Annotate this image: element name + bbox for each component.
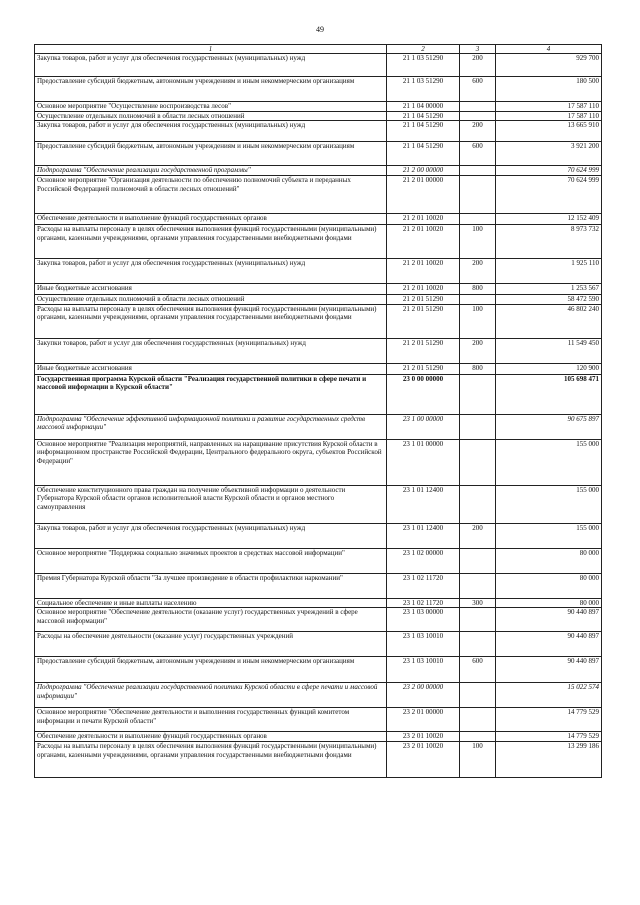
row-name-cell: Основное мероприятие "Реализация мероприятий, направленных на наращивание присутствия Курской области в информационном пространстве Российской Федерации, Центрального федерального округа, субъектов Российской Федерации" — [35, 439, 387, 485]
row-sum-cell: 80 000 — [496, 548, 602, 573]
row-code-cell: 21 2 01 51290 — [387, 304, 460, 338]
row-sum-cell: 14 779 529 — [496, 732, 602, 742]
row-code-cell: 21 1 04 51290 — [387, 111, 460, 121]
row-name-cell: Предоставление субсидий бюджетным, автономным учреждениям и иным некоммерческим организациям — [35, 657, 387, 683]
row-name-cell: Расходы на выплаты персоналу в целях обеспечения выполнения функций государственными (муниципальными) органами, казенными учреждениями, органами управления государственными внебюджетными фондами — [35, 742, 387, 778]
table-row — [35, 304, 602, 338]
table-row — [35, 214, 602, 225]
table-row — [35, 374, 602, 414]
row-sum-cell: 90 440 897 — [496, 632, 602, 657]
row-code-cell: 21 2 00 00000 — [387, 166, 460, 176]
row-group-cell — [460, 176, 496, 214]
table-row — [35, 259, 602, 284]
row-code-cell: 23 2 01 00000 — [387, 708, 460, 732]
row-name-cell: Обеспечение деятельности и выполнение функций государственных органов — [35, 214, 387, 225]
row-name-cell: Подпрограмма "Обеспечение реализации государственной программы" — [35, 166, 387, 176]
table-row — [35, 632, 602, 657]
row-code-cell: 23 1 02 00000 — [387, 548, 460, 573]
row-code-cell: 23 1 02 11720 — [387, 598, 460, 608]
table-row — [35, 439, 602, 485]
header-col-sum: 4 — [496, 45, 602, 54]
row-group-cell — [460, 573, 496, 598]
row-name-cell: Обеспечение конституционного права граждан на получение объективной информации о деятельности Губернатора Курской области органов исполнительной власти Курской области и органов местного самоуправления — [35, 485, 387, 523]
page-number: 49 — [316, 25, 324, 34]
row-name-cell: Основное мероприятие "Поддержка социально значимых проектов в средствах массовой информации" — [35, 548, 387, 573]
row-sum-cell: 70 624 999 — [496, 166, 602, 176]
row-group-cell: 600 — [460, 657, 496, 683]
row-name-cell: Предоставление субсидий бюджетным, автономным учреждениям и иным некоммерческим организациям — [35, 77, 387, 102]
row-name-cell: Основное мероприятие "Обеспечение деятельности и выполнения государственных функций комитетом информации и печати Курской области" — [35, 708, 387, 732]
row-sum-cell: 15 022 574 — [496, 683, 602, 708]
row-group-cell — [460, 485, 496, 523]
row-name-cell: Закупки товаров, работ и услуг для обеспечения государственных (муниципальных) нужд — [35, 338, 387, 363]
row-sum-cell: 105 698 471 — [496, 374, 602, 414]
row-code-cell: 23 1 01 12400 — [387, 523, 460, 548]
table-row — [35, 485, 602, 523]
row-sum-cell: 180 500 — [496, 77, 602, 102]
row-sum-cell: 90 675 897 — [496, 414, 602, 439]
table-row — [35, 573, 602, 598]
row-name-cell: Обеспечение деятельности и выполнение функций государственных органов — [35, 732, 387, 742]
row-name-cell: Осуществление отдельных полномочий в области лесных отношений — [35, 111, 387, 121]
row-group-cell: 800 — [460, 363, 496, 374]
table-row — [35, 121, 602, 142]
row-group-cell: 300 — [460, 598, 496, 608]
row-code-cell: 23 1 03 00000 — [387, 608, 460, 632]
table-row — [35, 338, 602, 363]
table-row — [35, 54, 602, 77]
row-sum-cell: 14 779 529 — [496, 708, 602, 732]
row-code-cell: 23 1 03 10010 — [387, 632, 460, 657]
row-code-cell: 21 1 04 51290 — [387, 142, 460, 166]
row-sum-cell: 120 900 — [496, 363, 602, 374]
row-name-cell: Расходы на выплаты персоналу в целях обеспечения выполнения функций государственными (муниципальными) органами, казенными учреждениями, органами управления государственными внебюджетными фондами — [35, 225, 387, 259]
row-group-cell: 600 — [460, 77, 496, 102]
row-code-cell: 23 1 01 12400 — [387, 485, 460, 523]
row-name-cell: Основное мероприятие "Организация деятельности по обеспечению полномочий субъекта и переданных Российской Федерацией полномочий в области лесных отношений" — [35, 176, 387, 214]
row-code-cell: 21 1 03 51290 — [387, 77, 460, 102]
row-code-cell: 23 0 00 00000 — [387, 374, 460, 414]
row-code-cell: 21 2 01 10020 — [387, 225, 460, 259]
header-col-code: 2 — [387, 45, 460, 54]
row-sum-cell: 3 921 200 — [496, 142, 602, 166]
row-sum-cell: 929 700 — [496, 54, 602, 77]
row-code-cell: 21 2 01 51290 — [387, 338, 460, 363]
row-sum-cell: 12 152 409 — [496, 214, 602, 225]
row-code-cell: 21 2 01 10020 — [387, 284, 460, 295]
row-group-cell — [460, 295, 496, 305]
row-sum-cell: 13 665 910 — [496, 121, 602, 142]
row-name-cell: Закупка товаров, работ и услуг для обеспечения государственных (муниципальных) нужд — [35, 259, 387, 284]
row-sum-cell: 155 000 — [496, 439, 602, 485]
row-name-cell: Премия Губернатора Курской области "За лучшее произведение в области профилактики наркомании" — [35, 573, 387, 598]
row-group-cell: 200 — [460, 338, 496, 363]
row-name-cell: Расходы на обеспечение деятельности (оказание услуг) государственных учреждений — [35, 632, 387, 657]
row-group-cell — [460, 414, 496, 439]
row-code-cell: 23 1 02 11720 — [387, 573, 460, 598]
row-name-cell: Иные бюджетные ассигнования — [35, 363, 387, 374]
row-name-cell: Социальное обеспечение и иные выплаты населению — [35, 598, 387, 608]
row-sum-cell: 8 973 732 — [496, 225, 602, 259]
row-name-cell: Основное мероприятие "Осуществление воспроизводства лесов" — [35, 102, 387, 112]
row-sum-cell: 70 624 999 — [496, 176, 602, 214]
row-sum-cell: 155 000 — [496, 485, 602, 523]
row-name-cell: Предоставление субсидий бюджетным, автономным учреждениям и иным некоммерческим организациям — [35, 142, 387, 166]
table-row — [35, 548, 602, 573]
row-sum-cell: 11 549 450 — [496, 338, 602, 363]
row-name-cell: Расходы на выплаты персоналу в целях обеспечения выполнения функций государственными (муниципальными) органами, казенными учреждениями, органами управления государственными внебюджетными фондами — [35, 304, 387, 338]
table-row — [35, 166, 602, 176]
row-code-cell: 21 2 01 51290 — [387, 295, 460, 305]
table-row — [35, 657, 602, 683]
table-row — [35, 77, 602, 102]
row-group-cell: 200 — [460, 121, 496, 142]
row-sum-cell: 13 299 186 — [496, 742, 602, 778]
row-sum-cell: 46 802 240 — [496, 304, 602, 338]
row-name-cell: Закупка товаров, работ и услуг для обеспечения государственных (муниципальных) нужд — [35, 54, 387, 77]
row-code-cell: 21 2 01 51290 — [387, 363, 460, 374]
row-group-cell — [460, 732, 496, 742]
row-code-cell: 21 2 01 10020 — [387, 214, 460, 225]
row-name-cell: Основное мероприятие "Обеспечение деятельности (оказание услуг) государственных учреждений в сфере массовой информации" — [35, 608, 387, 632]
row-group-cell: 800 — [460, 284, 496, 295]
row-sum-cell: 17 587 110 — [496, 102, 602, 112]
row-code-cell: 23 2 01 10020 — [387, 742, 460, 778]
table-row — [35, 225, 602, 259]
row-code-cell: 23 1 00 00000 — [387, 414, 460, 439]
table-header-row — [35, 45, 602, 54]
table-row — [35, 414, 602, 439]
row-name-cell: Иные бюджетные ассигнования — [35, 284, 387, 295]
row-sum-cell: 90 440 897 — [496, 608, 602, 632]
row-group-cell — [460, 708, 496, 732]
row-code-cell: 21 2 01 00000 — [387, 176, 460, 214]
row-sum-cell: 90 440 897 — [496, 657, 602, 683]
row-sum-cell: 155 000 — [496, 523, 602, 548]
row-group-cell — [460, 102, 496, 112]
table-row — [35, 102, 602, 112]
table-row — [35, 111, 602, 121]
header-col-name: 1 — [35, 45, 387, 54]
row-code-cell: 21 1 03 51290 — [387, 54, 460, 77]
row-sum-cell: 58 472 590 — [496, 295, 602, 305]
table-row — [35, 608, 602, 632]
row-group-cell — [460, 548, 496, 573]
table-row — [35, 732, 602, 742]
row-sum-cell: 1 253 567 — [496, 284, 602, 295]
row-code-cell: 21 1 04 00000 — [387, 102, 460, 112]
row-sum-cell: 80 000 — [496, 573, 602, 598]
header-col-group: 3 — [460, 45, 496, 54]
row-code-cell: 23 1 01 00000 — [387, 439, 460, 485]
row-code-cell: 23 1 03 10010 — [387, 657, 460, 683]
row-group-cell: 100 — [460, 225, 496, 259]
row-name-cell: Закупка товаров, работ и услуг для обеспечения государственных (муниципальных) нужд — [35, 121, 387, 142]
row-group-cell — [460, 632, 496, 657]
table-row — [35, 176, 602, 214]
row-group-cell — [460, 683, 496, 708]
table-row — [35, 742, 602, 778]
table-row — [35, 142, 602, 166]
table-row — [35, 363, 602, 374]
row-group-cell: 200 — [460, 259, 496, 284]
row-code-cell: 21 1 04 51290 — [387, 121, 460, 142]
budget-table — [34, 44, 602, 778]
row-code-cell: 23 2 01 10020 — [387, 732, 460, 742]
table-row — [35, 683, 602, 708]
row-name-cell: Государственная программа Курской области "Реализация государственной политики в сфере печати и массовой информации в Курской области" — [35, 374, 387, 414]
row-sum-cell: 1 925 110 — [496, 259, 602, 284]
row-name-cell: Подпрограмма "Обеспечение эффективной информационной политики и развитие государственных средств массовой информации" — [35, 414, 387, 439]
table-row — [35, 708, 602, 732]
row-group-cell: 200 — [460, 54, 496, 77]
table-row — [35, 598, 602, 608]
row-group-cell — [460, 374, 496, 414]
row-group-cell: 100 — [460, 304, 496, 338]
row-code-cell: 21 2 01 10020 — [387, 259, 460, 284]
table-row — [35, 523, 602, 548]
row-name-cell: Подпрограмма "Обеспечение реализации государственной политики Курской области в сфере печати и массовой информации" — [35, 683, 387, 708]
row-group-cell — [460, 111, 496, 121]
row-sum-cell: 80 000 — [496, 598, 602, 608]
row-group-cell: 600 — [460, 142, 496, 166]
row-name-cell: Осуществление отдельных полномочий в области лесных отношений — [35, 295, 387, 305]
row-code-cell: 23 2 00 00000 — [387, 683, 460, 708]
row-group-cell — [460, 166, 496, 176]
row-sum-cell: 17 587 110 — [496, 111, 602, 121]
table-row — [35, 295, 602, 305]
row-group-cell — [460, 439, 496, 485]
row-name-cell: Закупка товаров, работ и услуг для обеспечения государственных (муниципальных) нужд — [35, 523, 387, 548]
row-group-cell — [460, 214, 496, 225]
row-group-cell: 200 — [460, 523, 496, 548]
row-group-cell — [460, 608, 496, 632]
table-row — [35, 284, 602, 295]
row-group-cell: 100 — [460, 742, 496, 778]
